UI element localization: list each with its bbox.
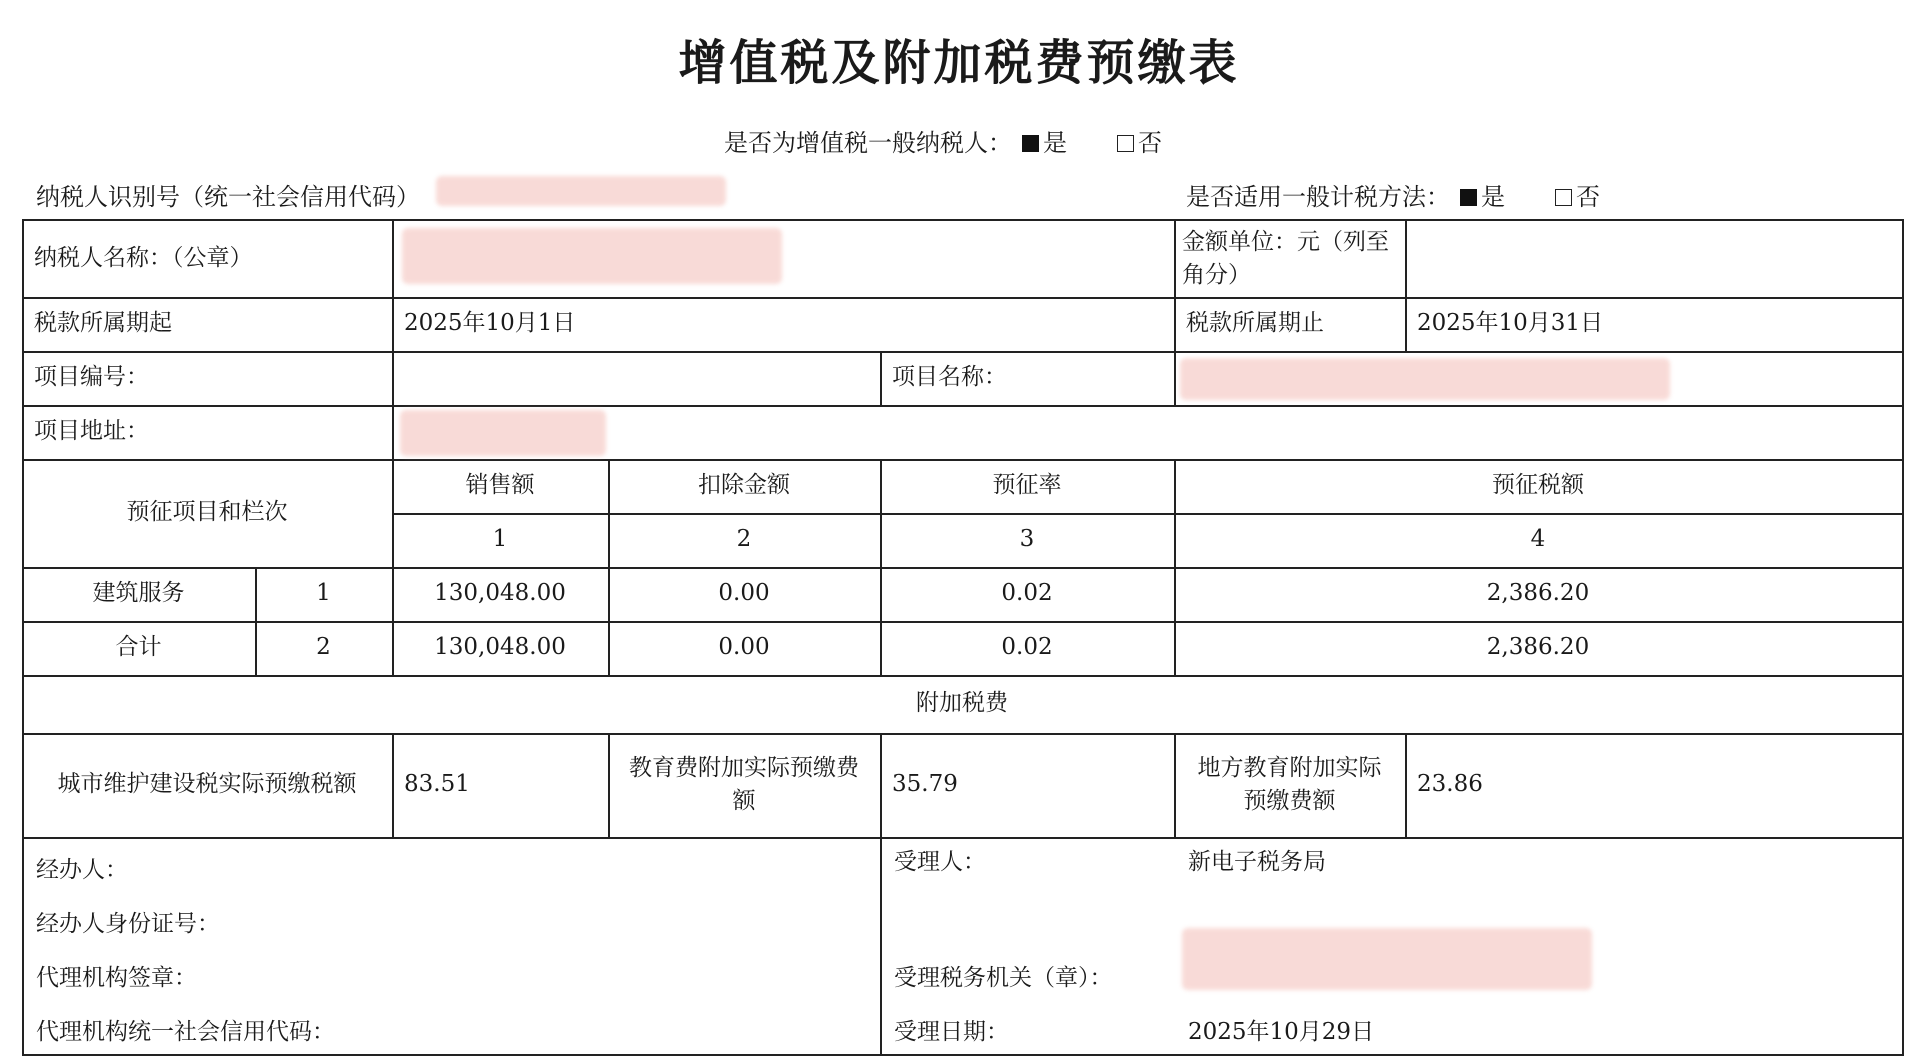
general-taxpayer-label: 是否为增值税一般纳税人： — [724, 129, 1012, 157]
checked-box-icon[interactable] — [1460, 189, 1477, 206]
tax-office-label: 受理税务机关（章）： — [894, 965, 1113, 991]
taxpayer-id-label: 纳税人识别号（统一社会信用代码） — [36, 183, 420, 211]
city-tax-value: 83.51 — [392, 733, 610, 839]
project-no-value — [392, 351, 882, 407]
row-tax: 2,386.20 — [1174, 567, 1904, 623]
row-sales: 130,048.00 — [392, 621, 610, 677]
col-tax-header: 预征税额 — [1174, 459, 1904, 515]
agent-label: 经办人： — [36, 857, 128, 883]
redacted-taxpayer-id — [436, 176, 726, 206]
general-method-yes: 是 — [1481, 183, 1505, 211]
local-edu-value: 23.86 — [1405, 733, 1904, 839]
row-number: 2 — [255, 621, 394, 677]
row-deduction: 0.00 — [608, 621, 882, 677]
unchecked-box-icon[interactable] — [1117, 135, 1134, 152]
redacted-project-address — [400, 410, 606, 456]
period-start-value: 2025年10月1日 — [392, 297, 1176, 353]
general-method-line — [1186, 177, 1604, 212]
agent-id-label: 经办人身份证号： — [36, 911, 220, 937]
period-end-value: 2025年10月31日 — [1405, 297, 1904, 353]
col-rate-header: 预征率 — [880, 459, 1176, 515]
general-taxpayer-no: 否 — [1138, 129, 1162, 157]
redacted-project-name — [1180, 358, 1670, 400]
row-item: 建筑服务 — [22, 567, 257, 623]
local-edu-label: 地方教育附加实际预缴费额 — [1174, 733, 1407, 839]
receiver-value: 新电子税务局 — [1188, 849, 1326, 875]
accept-date-value: 2025年10月29日 — [1188, 1019, 1375, 1045]
form-title: 增值税及附加税费预缴表 — [678, 35, 1240, 91]
unchecked-box-icon[interactable] — [1555, 189, 1572, 206]
agency-code-label: 代理机构统一社会信用代码： — [36, 1019, 335, 1045]
agency-seal-label: 代理机构签章： — [36, 965, 197, 991]
edu-fee-value: 35.79 — [880, 733, 1176, 839]
col-number: 4 — [1174, 513, 1904, 569]
amount-unit-label: 金额单位：元（列至角分） — [1174, 221, 1407, 299]
receiver-label: 受理人： — [894, 849, 986, 875]
project-addr-value — [392, 405, 1904, 461]
period-start-label: 税款所属期起 — [22, 297, 394, 353]
taxpayer-name-label: 纳税人名称：（公章） — [22, 221, 394, 299]
col-number: 3 — [880, 513, 1176, 569]
general-taxpayer-yes: 是 — [1043, 129, 1067, 157]
table-corner-header: 预征项目和栏次 — [22, 459, 394, 569]
general-method-label: 是否适用一般计税方法： — [1186, 183, 1450, 211]
col-number: 1 — [392, 513, 610, 569]
general-method-no: 否 — [1576, 183, 1600, 211]
surcharge-heading: 附加税费 — [22, 675, 1904, 735]
row-number: 1 — [255, 567, 394, 623]
project-addr-label: 项目地址： — [22, 405, 394, 461]
amount-unit-value — [1405, 221, 1904, 299]
row-tax: 2,386.20 — [1174, 621, 1904, 677]
checked-box-icon[interactable] — [1022, 135, 1039, 152]
redacted-tax-office — [1182, 928, 1592, 990]
col-sales-header: 销售额 — [392, 459, 610, 515]
row-item: 合计 — [22, 621, 257, 677]
row-rate: 0.02 — [880, 567, 1176, 623]
general-taxpayer-line — [724, 123, 1166, 158]
period-end-label: 税款所属期止 — [1174, 297, 1407, 353]
city-tax-label: 城市维护建设税实际预缴税额 — [22, 733, 394, 839]
col-number: 2 — [608, 513, 882, 569]
col-deduction-header: 扣除金额 — [608, 459, 882, 515]
row-sales: 130,048.00 — [392, 567, 610, 623]
project-name-label: 项目名称： — [880, 351, 1176, 407]
project-no-label: 项目编号： — [22, 351, 394, 407]
row-deduction: 0.00 — [608, 567, 882, 623]
edu-fee-label: 教育费附加实际预缴费额 — [608, 733, 882, 839]
row-rate: 0.02 — [880, 621, 1176, 677]
accept-date-label: 受理日期： — [894, 1019, 1009, 1045]
redacted-taxpayer-name — [402, 228, 782, 284]
